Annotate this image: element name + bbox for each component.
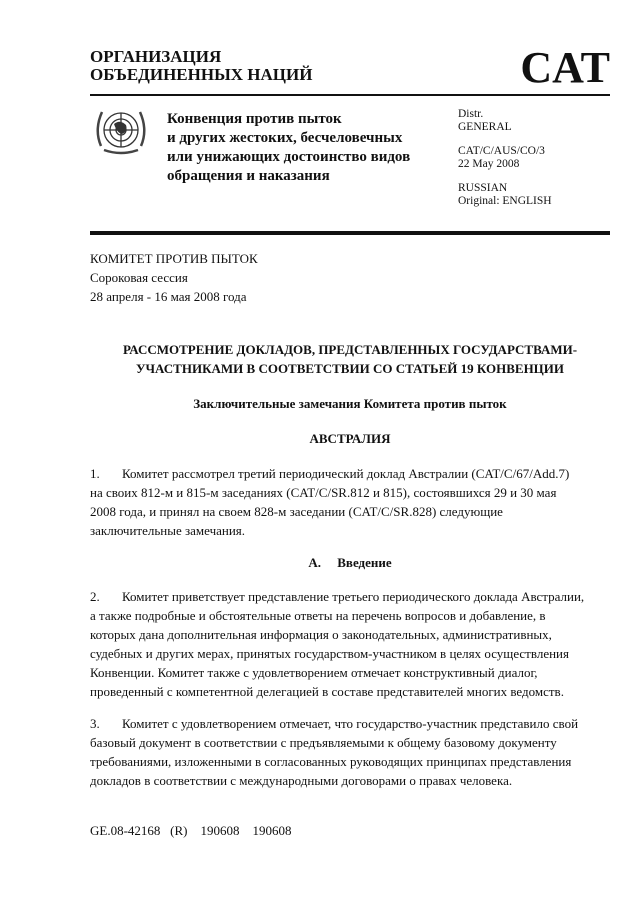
session-dates: 28 апреля - 16 мая 2008 года bbox=[90, 289, 247, 304]
title-line2: УЧАСТНИКАМИ В СООТВЕТСТВИИ СО СТАТЬЕЙ 19 КОНВЕНЦИИ bbox=[135, 361, 565, 376]
org-name-line1: ОРГАНИЗАЦИЯ bbox=[90, 47, 222, 66]
doc-symbol-cat: CAT bbox=[520, 43, 610, 92]
doc-date: 22 May 2008 bbox=[458, 158, 520, 170]
para-number: 1. bbox=[90, 466, 100, 481]
convention-line: Конвенция против пыток bbox=[167, 111, 342, 127]
doc-symbol: CAT/C/AUS/CO/3 bbox=[458, 145, 545, 157]
distr-value: GENERAL bbox=[458, 121, 512, 133]
original-language: Original: ENGLISH bbox=[458, 195, 552, 207]
para3-line: докладов в соответствии с международными договорами о правах человека. bbox=[90, 773, 513, 788]
para-number: 2. bbox=[90, 589, 100, 604]
para1-line: заключительные замечания. bbox=[90, 523, 246, 538]
section-heading: A. Введение bbox=[308, 555, 392, 570]
committee-name: КОМИТЕТ ПРОТИВ ПЫТОК bbox=[90, 251, 258, 266]
divider bbox=[90, 94, 610, 96]
distr-label: Distr. bbox=[458, 108, 484, 120]
session: Сороковая сессия bbox=[90, 270, 188, 285]
footer-job-number: GE.08-42168 (R) 190608 190608 bbox=[90, 823, 292, 838]
para2-line: а также подробные и обстоятельные ответы на перечень вопросов и добавление, в bbox=[90, 608, 546, 623]
para2-line: проведенный с компетентной делегацией в составе представителей многих ведомств. bbox=[90, 684, 564, 699]
convention-line: или унижающих достоинство видов bbox=[167, 149, 411, 165]
para1-line: 1. Комитет рассмотрел третий периодический доклад Австралии (CAT/C/67/Add.7) bbox=[90, 466, 570, 481]
doc-language: RUSSIAN bbox=[458, 182, 508, 194]
convention-line: обращения и наказания bbox=[167, 168, 330, 184]
title-line1: РАССМОТРЕНИЕ ДОКЛАДОВ, ПРЕДСТАВЛЕННЫХ ГОСУДАРСТВАМИ- bbox=[122, 342, 578, 357]
para1-line: 2008 года, и принял на своем 828-м заседании (CAT/C/SR.828) следующие bbox=[90, 504, 503, 519]
para-number: 3. bbox=[90, 716, 100, 731]
para2-line: Конвенции. Комитет также с удовлетворением отмечает конструктивный диалог, bbox=[90, 665, 538, 680]
para2-line: которых дана дополнительная информация о законодательных, административных, bbox=[90, 627, 552, 642]
para3-line: 3. Комитет с удовлетворением отмечает, что государство-участник представило свой bbox=[90, 716, 579, 731]
para3-line: требованиями, изложенными в согласованных руководящих принципах представления bbox=[90, 754, 572, 769]
subtitle: Заключительные замечания Комитета против пыток bbox=[193, 396, 507, 411]
un-emblem-icon bbox=[92, 104, 150, 158]
divider-thick bbox=[90, 231, 610, 235]
convention-line: и других жестоких, бесчеловечных bbox=[167, 130, 403, 146]
para3-line: базовый документ в соответствии с предъявляемыми к общему базовому документу bbox=[90, 735, 557, 750]
para2-line: судебных и других мерах, принятых государством-участником в целях осуществления bbox=[90, 646, 569, 661]
para1-line: на своих 812-м и 815-м заседаниях (CAT/C/SR.812 и 815), состоявшихся 29 и 30 мая bbox=[90, 485, 557, 500]
org-name-line2: ОБЪЕДИНЕННЫХ НАЦИЙ bbox=[90, 65, 313, 84]
country: АВСТРАЛИЯ bbox=[309, 431, 391, 446]
para2-line: 2. Комитет приветствует представление третьего периодического доклада Австралии, bbox=[90, 589, 585, 604]
